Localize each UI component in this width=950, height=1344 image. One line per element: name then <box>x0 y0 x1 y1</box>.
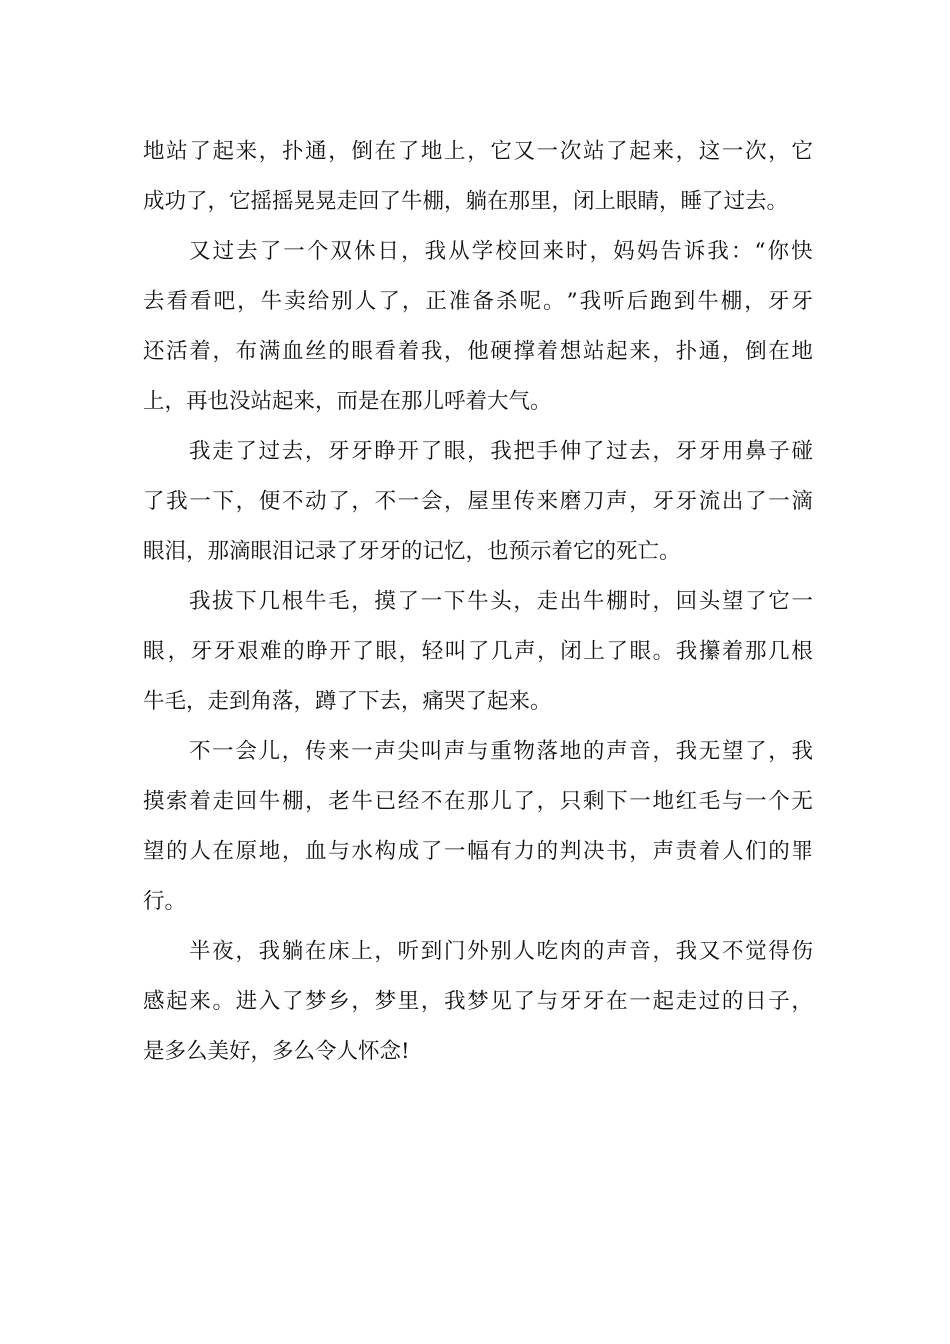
text-line: 感 起 来 。 进 入 了 梦 乡 ， 梦 里 ， 我 梦 见 了 与 牙 牙 在 一 起 走 过 的 日 子 ， <box>143 989 813 1014</box>
text-line: 了 我 一 下 ， 便 不 动 了 ， 不 一 会 ， 屋 里 传 来 磨 刀 声 ， 牙 牙 流 出 了 一 滴 <box>143 489 813 514</box>
text-line: 望 的 人 在 原 地 ， 血 与 水 构 成 了 一 幅 有 力 的 判 决 书 ， 声 责 着 人 们 的 罪 <box>143 839 813 864</box>
text-line: 眼泪，那滴眼泪记录了牙牙的记忆，也预示着它的死亡。 <box>143 539 681 564</box>
text-line: 又 过 去 了 一 个 双 休 日 ， 我 从 学 校 回 来 时 ， 妈 妈 告 诉 我 ： “ 你 快 <box>189 239 813 264</box>
text-line: 上，再也没站起来，而是在那儿呼着大气。 <box>143 389 552 414</box>
text-line: 牛毛，走到角落，蹲了下去，痛哭了起来。 <box>143 689 552 714</box>
text-line: 还 活 着 ， 布 满 血 丝 的 眼 看 着 我 ， 他 硬 撑 着 想 站 起 来 ， 扑 通 ， 倒 在 地 <box>143 339 813 364</box>
text-line: 我 拔 下 几 根 牛 毛 ， 摸 了 一 下 牛 头 ， 走 出 牛 棚 时 ， 回 头 望 了 它 一 <box>189 589 813 614</box>
text-line: 地 站 了 起 来 ， 扑 通 ， 倒 在 了 地 上 ， 它 又 一 次 站 了 起 来 ， 这 一 次 ， 它 <box>143 139 813 164</box>
text-line: 眼 ， 牙 牙 艰 难 的 睁 开 了 眼 ， 轻 叫 了 几 声 ， 闭 上 了 眼 。 我 攥 着 那 几 根 <box>143 639 813 664</box>
body-text <box>143 127 813 1077</box>
text-line: 不 一 会 儿 ， 传 来 一 声 尖 叫 声 与 重 物 落 地 的 声 音 ， 我 无 望 了 ， 我 <box>189 739 813 764</box>
text-line: 成功了，它摇摇晃晃走回了牛棚，躺在那里，闭上眼睛，睡了过去。 <box>143 189 789 214</box>
text-line: 行。 <box>143 889 187 914</box>
text-line: 摸 索 着 走 回 牛 棚 ， 老 牛 已 经 不 在 那 儿 了 ， 只 剩 下 一 地 红 毛 与 一 个 无 <box>143 789 813 814</box>
text-line: 去 看 看 吧 ， 牛 卖 给 别 人 了 ， 正 准 备 杀 呢 。 ” 我 听 后 跑 到 牛 棚 ， 牙 牙 <box>143 289 813 314</box>
text-line: 我 走 了 过 去 ， 牙 牙 睁 开 了 眼 ， 我 把 手 伸 了 过 去 ， 牙 牙 用 鼻 子 碰 <box>189 439 813 464</box>
text-line: 是多么美好，多么令人怀念! <box>143 1039 410 1064</box>
text-line: 半 夜 ， 我 躺 在 床 上 ， 听 到 门 外 别 人 吃 肉 的 声 音 ， 我 又 不 觉 得 伤 <box>189 939 813 964</box>
